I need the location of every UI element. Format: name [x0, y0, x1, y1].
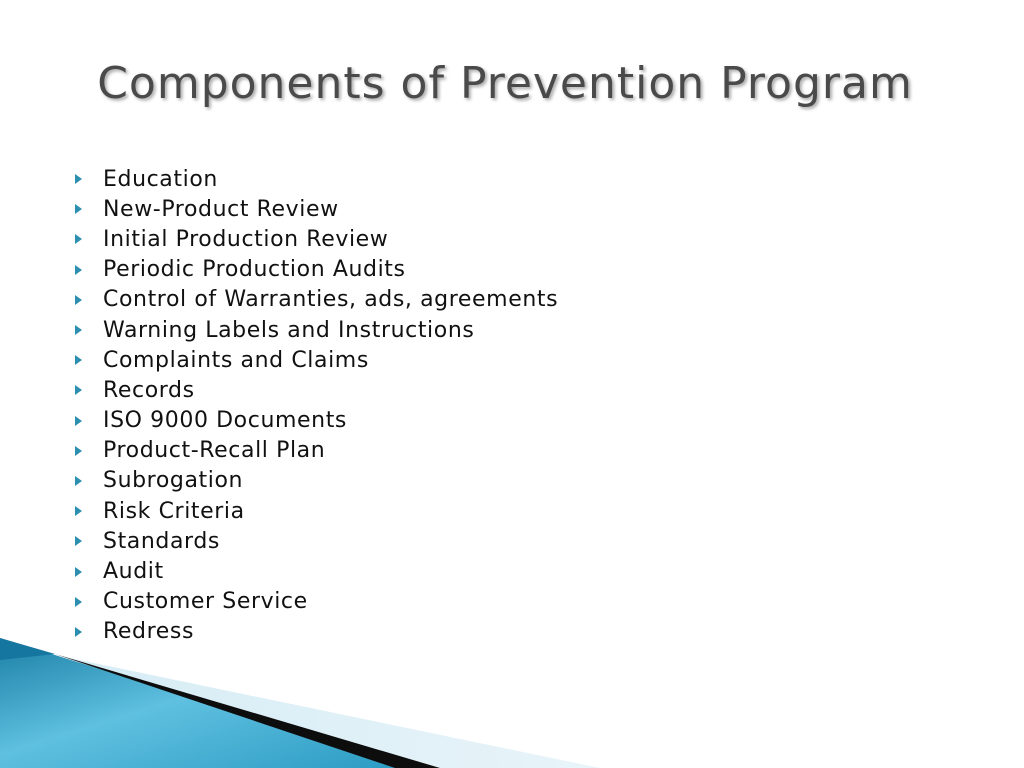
list-item-label: Records — [103, 377, 195, 403]
list-item-label: Risk Criteria — [103, 498, 245, 524]
list-item — [72, 526, 558, 556]
triangle-right-icon — [72, 627, 103, 637]
list-item — [72, 436, 558, 466]
triangle-right-icon — [72, 416, 103, 426]
triangle-right-icon — [72, 567, 103, 577]
triangle-right-icon — [72, 597, 103, 607]
list-item — [72, 406, 558, 436]
list-item-label: Redress — [103, 619, 195, 645]
list-item-label: Education — [103, 166, 218, 192]
triangle-right-icon — [72, 446, 103, 456]
list-item-label: Warning Labels and Instructions — [103, 317, 475, 343]
list-item — [72, 587, 558, 617]
list-item — [72, 255, 558, 285]
list-item — [72, 466, 558, 496]
list-item — [72, 285, 558, 315]
triangle-right-icon — [72, 325, 103, 335]
list-item-label: Customer Service — [103, 589, 308, 615]
list-item-label: Complaints and Claims — [103, 347, 369, 373]
list-item — [72, 556, 558, 586]
list-item — [72, 375, 558, 405]
decorative-swoosh — [0, 638, 1024, 768]
triangle-right-icon — [72, 265, 103, 275]
triangle-right-icon — [72, 536, 103, 546]
list-item-label: Control of Warranties, ads, agreements — [103, 287, 559, 313]
list-item-label: Audit — [103, 559, 164, 585]
bullet-list — [72, 164, 558, 647]
triangle-right-icon — [72, 355, 103, 365]
list-item-label: Product-Recall Plan — [103, 438, 326, 464]
list-item — [72, 496, 558, 526]
list-item — [72, 164, 558, 194]
list-item — [72, 315, 558, 345]
triangle-right-icon — [72, 476, 103, 486]
list-item-label: Standards — [103, 528, 220, 554]
triangle-right-icon — [72, 204, 103, 214]
list-item-label: ISO 9000 Documents — [103, 408, 347, 434]
list-item-label: Initial Production Review — [103, 226, 389, 252]
list-item-label: Subrogation — [103, 468, 244, 494]
triangle-right-icon — [72, 234, 103, 244]
triangle-right-icon — [72, 174, 103, 184]
list-item-label: Periodic Production Audits — [103, 257, 406, 283]
triangle-right-icon — [72, 385, 103, 395]
list-item — [72, 345, 558, 375]
list-item-label: New-Product Review — [103, 196, 339, 222]
slide-title: Components of Prevention Program — [97, 58, 913, 109]
triangle-right-icon — [72, 506, 103, 516]
list-item — [72, 224, 558, 254]
triangle-right-icon — [72, 295, 103, 305]
list-item — [72, 194, 558, 224]
